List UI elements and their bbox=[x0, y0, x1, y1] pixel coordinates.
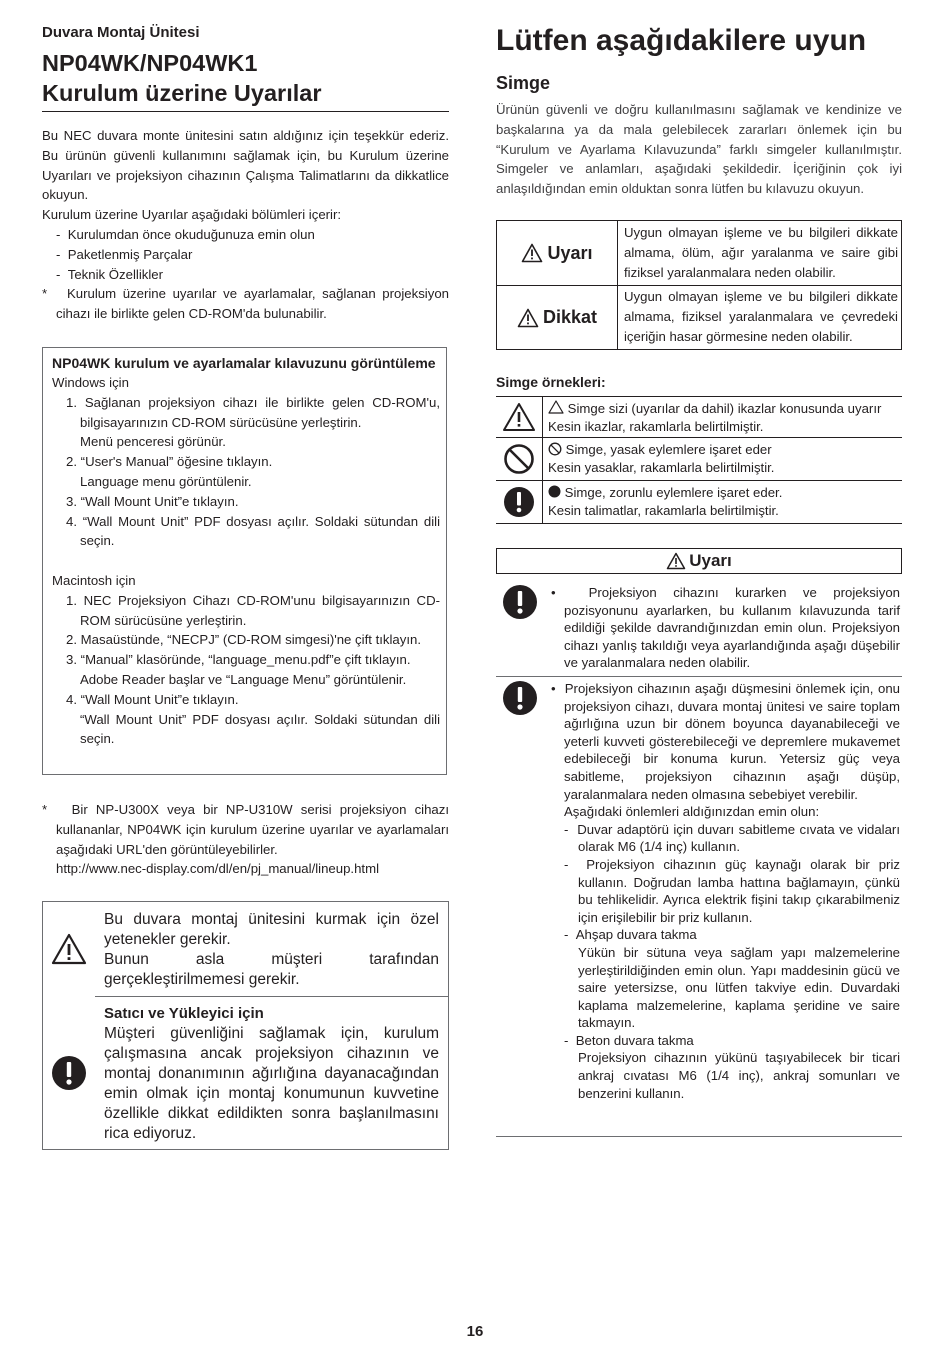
manual-url-link[interactable]: http://www.nec-display.com/dl/en/pj_manual/lineup.html bbox=[56, 861, 380, 877]
precaution-body: Yükün bir sütuna veya sağlam yapı malzemelerine yerleştirildiğinden emin olun. Yapı maddesinin gücü ve saire yetersizse, onu lütfen takviye edin. Duvardaki kaplama malzemelerine, kaplama şeridine ve saire takmayın. bbox=[578, 944, 900, 1031]
caution-triangle-icon bbox=[517, 308, 539, 328]
mac-step: 3. “Manual” klasöründe, “language_menu.pdf”e çift tıklayın. bbox=[66, 652, 411, 668]
simge-heading: Simge bbox=[496, 73, 551, 93]
special-skills-row bbox=[43, 902, 448, 996]
example-line: Simge, yasak eylemlere işaret eder bbox=[565, 442, 772, 457]
example-line: Kesin yasaklar, rakamlarla belirtilmiştir. bbox=[548, 460, 775, 475]
precaution-item: - Beton duvara takma bbox=[564, 1032, 694, 1048]
page-title bbox=[42, 48, 321, 108]
mac-step: 2. Masaüstünde, “NECPJ” (CD-ROM simgesi)'ne çift tıklayın. bbox=[66, 632, 422, 648]
signal-row-dikkat bbox=[497, 286, 901, 349]
page-number: 16 bbox=[466, 1323, 484, 1340]
mandatory-icon bbox=[502, 680, 538, 716]
intro-contents-lead: Kurulum üzerine Uyarılar aşağıdaki bölümleri içerir: bbox=[42, 207, 342, 223]
example-line: Kesin talimatlar, rakamlarla belirtilmiştir. bbox=[548, 503, 779, 518]
mac-step-result: “Wall Mount Unit” PDF dosyası açılır. Soldaki sütundan dili seçin. bbox=[80, 711, 440, 747]
mac-step: 4. “Wall Mount Unit”e tıklayın. bbox=[66, 691, 239, 707]
example-line: Simge, zorunlu eylemlere işaret eder. bbox=[564, 485, 783, 500]
signal-words-table bbox=[496, 220, 902, 350]
installer-text: Müşteri güvenliğini sağlamak için, kurulum çalışmasına ancak projeksiyon cihazının ve montaj donanımının ağırlığına dayanacağından emin olmak için montaj konumunun kuvvetine özellikle dikkat edildikten sonra başlanılmasını rica ediyoruz. bbox=[104, 1025, 439, 1142]
intro-list-item: - Kurulumdan önce okuduğunuza emin olun bbox=[56, 226, 315, 242]
windows-step: 4. “Wall Mount Unit” PDF dosyası açılır. Soldaki sütundan dili seçin. bbox=[66, 513, 440, 549]
mac-label: Macintosh için bbox=[52, 572, 136, 588]
title-line-2: Kurulum üzerine Uyarılar bbox=[42, 80, 322, 106]
warning-triangle-icon bbox=[666, 552, 686, 570]
url-note: * Bir NP-U300X veya bir NP-U310W serisi projeksiyon cihazı kullananlar, NP04WK için kurulum üzerine uyarılar ve ayarlamaları aşağıdaki URL'den görüntüleyebilirler. http://www.nec-display.com/dl/en/pj_manual/lineup.html bbox=[42, 800, 449, 879]
warning-triangle-icon bbox=[43, 902, 95, 996]
warning-triangle-icon bbox=[548, 400, 564, 414]
title-line-1: NP04WK/NP04WK1 bbox=[42, 50, 258, 76]
simge-intro: Ürünün güvenli ve doğru kullanılmasını sağlamak ve kendinize ve başkalarına ya da mala gelebilecek zararları önlemek için bu “Kurulum ve Ayarlama Kılavuzunda” farklı simgeler kullanılmıştır. Simgeler ve anlamları, aşağıdaki şekildedir. İçeriğinin çok iyi anlaşıldığından emin olduktan sonra lütfen bu kılavuzu okuyun. bbox=[496, 102, 902, 197]
signal-row-uyari bbox=[497, 221, 901, 285]
mandatory-icon bbox=[502, 584, 538, 620]
installer-row bbox=[43, 997, 448, 1149]
manual-box-title: NP04WK kurulum ve ayarlamalar kılavuzunu görüntüleme bbox=[52, 355, 436, 371]
precautions-lead: Aşağıdaki önlemleri aldığınızdan emin olun: bbox=[564, 804, 820, 820]
warning-triangle-icon bbox=[521, 243, 543, 263]
section-kicker: Duvara Montaj Ünitesi bbox=[42, 24, 200, 41]
mandatory-dot-icon bbox=[548, 485, 561, 498]
intro-paragraph: Bu NEC duvara monte ünitesini satın aldığınız için teşekkür ederiz. Bu ürünün güvenli kullanımını sağlamak için, bu Kurulum üzerine Uyarıları ve projeksiyon cihazının Çalışma Talimatlarını da dikkatlice okuyun. bbox=[42, 128, 449, 203]
precaution-item: - Ahşap duvara takma bbox=[564, 927, 697, 943]
signal-description: Uygun olmayan işleme ve bu bilgileri dikkate almama, ölüm, ağır yaralanma ve saire gibi fiziksel yaralanmalara neden olabilir. bbox=[624, 225, 898, 280]
example-row bbox=[496, 397, 902, 437]
windows-step: 2. “User's Manual” öğesine tıklayın. bbox=[66, 454, 273, 470]
precaution-body: Projeksiyon cihazının yükünü taşıyabilecek bir ticari ankraj cıvatası M6 (1/4 inç), ankraj somunları ve benzerini kullanın. bbox=[578, 1050, 900, 1101]
warning-banner-label: Uyarı bbox=[689, 551, 732, 570]
installer-warning-box bbox=[42, 901, 449, 1150]
manual-instructions-box bbox=[42, 347, 447, 775]
example-row bbox=[496, 438, 902, 480]
warning-triangle-icon bbox=[496, 397, 542, 437]
intro-block bbox=[42, 126, 449, 324]
prohibited-icon bbox=[548, 442, 562, 456]
url-note-text: Bir NP-U300X veya bir NP-U310W serisi projeksiyon cihazı kullananlar, NP04WK için kurulum üzerine uyarılar ve ayarlamaları aşağıdaki URL'den görüntüleyebilirler. bbox=[56, 802, 450, 857]
customer-prohibited-text: Bunun asla müşteri tarafından gerçekleştirilmemesi gerekir. bbox=[104, 951, 439, 988]
intro-note: * Kurulum üzerine uyarılar ve ayarlamalar, sağlanan projeksiyon cihazı ile birlikte gelen CD-ROM'da bulunabilir. bbox=[42, 286, 449, 322]
intro-list-item: - Teknik Özellikler bbox=[56, 266, 164, 282]
intro-list-item: - Paketlenmiş Parçalar bbox=[56, 246, 193, 262]
warning-text: Projeksiyon cihazının aşağı düşmesini önlemek için, onu projeksiyon cihazı, duvara montaj ünitesi ve saire toplam ağırlığına uzun bir dönem boyunca dayanabileceği ve yeterli kuvveti gösterebileceği ve depremlere mukavemet edebileceği bir konuma kurun. Yetersiz güç veya sabitleme, projeksiyon cihazının aşağı düşüp, yaralanmalara neden olmasına sebebiyet verebilir. bbox=[564, 681, 900, 802]
mandatory-icon bbox=[43, 997, 95, 1149]
windows-label: Windows için bbox=[52, 375, 129, 390]
precaution-item: - Projeksiyon cihazının güç kaynağı olarak bir priz kullanın. Doğrudan lamba hattına bağlamayın, çünkü bu tehlikelidir. Ayrıca elektrik fişini takıp çıkarabilmeniz için erişilebilir bir priz kullanın. bbox=[564, 856, 900, 925]
warning-banner bbox=[496, 548, 902, 574]
warning-text: Projeksiyon cihazını kurarken ve projeksiyon pozisyonunu ayarlarken, bu kullanım kılavuzunda tarif edildiği şekilde davrandığınızdan emin olun. Projeksiyon cihazı yanlış takıldığı veya ayarlandığında aşağı düşebilir ve yaralanmalara neden olabilir. bbox=[564, 585, 900, 671]
signal-label: Dikkat bbox=[542, 307, 598, 327]
installer-title: Satıcı ve Yükleyici için bbox=[104, 1005, 264, 1022]
precaution-item: - Duvar adaptörü için duvarı sabitleme cıvata ve vidaları olarak M6 (1/4 inç) kullanın. bbox=[564, 821, 900, 855]
prohibited-icon bbox=[496, 438, 542, 480]
windows-step: 3. “Wall Mount Unit”e tıklayın. bbox=[66, 493, 239, 509]
mandatory-icon bbox=[496, 481, 542, 523]
example-line: Simge sizi (uyarılar da dahil) ikazlar konusunda uyarır bbox=[567, 401, 882, 416]
warning-item: • Projeksiyon cihazını kurarken ve projeksiyon pozisyonunu ayarlarken, bu kullanım kılavuzunda tarif edildiği şekilde davrandığınızdan emin olun. Projeksiyon cihazı yanlış takıldığı veya ayarlandığında aşağı düşebilir ve yaralanmalara neden olabilir. bbox=[496, 582, 902, 674]
examples-heading: Simge örnekleri: bbox=[496, 374, 606, 390]
special-skills-text: Bu duvara montaj ünitesini kurmak için özel yetenekler gerekir. bbox=[104, 911, 439, 948]
windows-step: 1. Sağlanan projeksiyon cihazı ile birlikte gelen CD-ROM'u, bilgisayarınızın CD-ROM sürücüsüne yerleştirin. bbox=[66, 394, 440, 430]
mac-step-result: Adobe Reader başlar ve “Language Menu” görüntülenir. bbox=[80, 671, 407, 687]
title-rule bbox=[42, 111, 449, 112]
example-row bbox=[496, 481, 902, 523]
windows-step-result: Language menu görüntülenir. bbox=[80, 473, 252, 489]
signal-description: Uygun olmayan işleme ve bu bilgileri dikkate almama, fiziksel yaralanmalara ve çevredeki içeriğin hasar görmesine neden olabilir. bbox=[624, 289, 898, 344]
windows-step-result: Menü penceresi görünür. bbox=[80, 434, 226, 450]
example-line: Kesin ikazlar, rakamlarla belirtilmiştir. bbox=[548, 419, 764, 434]
signal-label: Uyarı bbox=[547, 242, 593, 263]
warning-item: • Projeksiyon cihazının aşağı düşmesini önlemek için, onu projeksiyon cihazı, duvara montaj ünitesi ve saire toplam ağırlığına uzun bir dönem boyunca dayanabileceği ve yeterli kuvveti gösterebileceği ve depremlere mukavemet edebileceği bir konuma kurun. Yetersiz güç veya sabitleme, projeksiyon cihazının aşağı düşüp, yaralanmalara neden olmasına sebebiyet verebilir. Aşağıdaki önlemleri aldığınızdan emin olun: - Duvar adaptörü için duvarı sabitleme cıvata ve vidaları olarak M6 (1/4 inç) kullanın. - Projeksiyon cihazının güç kaynağı olarak bir priz kullanın. Doğrudan lamba hattına bağlamayın, çünkü bu tehlikelidir. Ayrıca elektrik fişini takıp çıkarabilmeniz için erişilebilir bir priz kullanın. - Ahşap duvara takma Yükün bir sütuna veya sağlam yapı malzemelerine yerleştirildiğinden emin olun. Yapı maddesinin gücü ve saire yetersizse, onu lütfen takviye edin. Duvardaki kaplama malzemelerine, kaplama şeridine ve saire takmayın. - Beton duvara takma Projeksiyon cihazının yükünü taşıyabilecek bir ticari ankraj cıvatası M6 (1/4 inç), ankraj somunları ve benzerini kullanın. bbox=[496, 678, 902, 1134]
mac-step: 1. NEC Projeksiyon Cihazı CD-ROM'unu bilgisayarınızın CD-ROM sürücüsüne yerleştirin. bbox=[66, 592, 440, 628]
right-title: Lütfen aşağıdakilere uyun bbox=[496, 24, 867, 57]
